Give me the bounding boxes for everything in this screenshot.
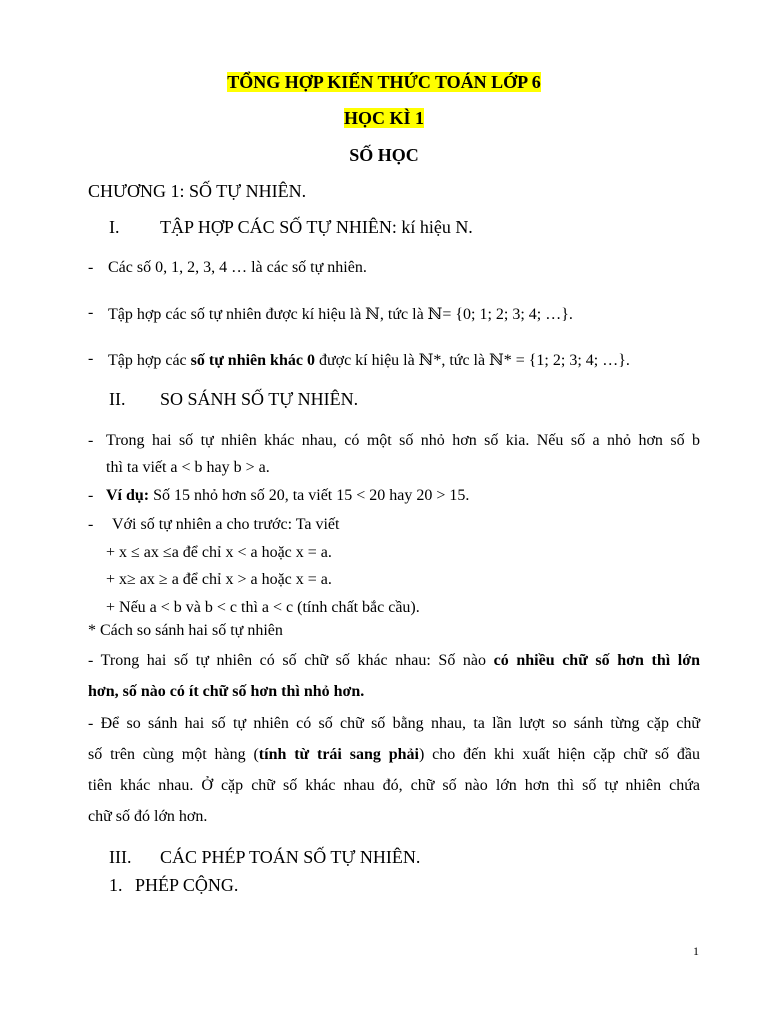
section-2-para-1-line-2: thì ta viết a < b hay b > a. xyxy=(106,459,270,476)
example-text: Số 15 nhỏ hơn số 20, ta viết 15 < 20 hay 20 > 15. xyxy=(149,487,470,504)
compare-rule-1-line-1 xyxy=(88,652,700,670)
title-line-2 xyxy=(0,108,768,129)
rule-1: + x ≤ ax ≤a để chỉ x < a hoặc x = a. xyxy=(106,544,332,561)
section-3-heading: CÁC PHÉP TOÁN SỐ TỰ NHIÊN. xyxy=(160,847,421,867)
section-1-item-1: Các số 0, 1, 2, 3, 4 … là các số tự nhiên. xyxy=(108,259,367,276)
rule-3: + Nếu a < b và b < c thì a < c (tính chất bắc cầu). xyxy=(106,599,420,616)
compare-rule-2-pre: số trên cùng một hàng ( xyxy=(88,746,259,763)
bullet-dash: - xyxy=(88,487,94,504)
section-2-para-3: Với số tự nhiên a cho trước: Ta viết xyxy=(112,516,340,533)
section-1-number: I. xyxy=(109,217,120,237)
section-2-number: II. xyxy=(109,389,126,409)
subsection-1-heading: PHÉP CỘNG. xyxy=(135,875,239,895)
section-3-number: III. xyxy=(109,847,132,867)
item-3-text-bold: số tự nhiên khác 0 xyxy=(190,352,315,369)
section-1-heading: TẬP HỢP CÁC SỐ TỰ NHIÊN: kí hiệu N. xyxy=(160,217,473,237)
compare-heading: * Cách so sánh hai số tự nhiên xyxy=(88,622,283,639)
compare-rule-2-bold: tính từ trái sang phải xyxy=(258,746,419,763)
subsection-1-number: 1. xyxy=(109,875,123,895)
compare-rule-1-line-2 xyxy=(88,683,364,701)
compare-rule-2-post: ) cho đến khi xuất hiện cặp chữ số đầu xyxy=(418,746,701,763)
item-3-text-post: được kí hiệu là ℕ*, tức là ℕ* = {1; 2; 3; 4; …}. xyxy=(314,352,630,369)
bullet-dash: - xyxy=(88,304,94,321)
example-label: Ví dụ: xyxy=(106,487,150,504)
compare-rule-1-pre: - Trong hai số tự nhiên có số chữ số khác nhau: Số nào xyxy=(88,652,494,669)
title-highlight-1: TỔNG HỢP KIẾN THỨC TOÁN LỚP 6 xyxy=(227,72,541,92)
compare-rule-1-bold: có nhiều chữ số hơn thì lớn xyxy=(493,652,701,669)
section-2-example xyxy=(106,487,469,505)
compare-rule-2-line-4: chữ số đó lớn hơn. xyxy=(88,808,208,825)
section-2-heading: SO SÁNH SỐ TỰ NHIÊN. xyxy=(160,389,359,409)
bullet-dash: - xyxy=(88,350,94,367)
page-number: 1 xyxy=(693,944,699,958)
compare-rule-2-line-1: - Để so sánh hai số tự nhiên có số chữ số bằng nhau, ta lần lượt so sánh từng cặp chữ xyxy=(88,715,700,732)
title-line-1 xyxy=(0,72,768,93)
chapter-heading: CHƯƠNG 1: SỐ TỰ NHIÊN. xyxy=(88,181,307,201)
section-1-item-2: Tập hợp các số tự nhiên được kí hiệu là ℕ, tức là ℕ= {0; 1; 2; 3; 4; …}. xyxy=(108,306,573,323)
bullet-dash: - xyxy=(88,259,94,276)
compare-rule-2-line-3: tiên khác nhau. Ở cặp chữ số khác nhau đó, chữ số nào lớn hơn thì số tự nhiên chứa xyxy=(88,777,700,794)
item-3-text-pre: Tập hợp các xyxy=(108,352,191,369)
title-highlight-2: HỌC KÌ 1 xyxy=(343,108,424,128)
bullet-dash: - xyxy=(88,432,94,449)
compare-rule-1-bold-2: hơn, số nào có ít chữ số hơn thì nhỏ hơn. xyxy=(88,683,365,700)
section-2-para-1-line-1: Trong hai số tự nhiên khác nhau, có một số nhỏ hơn số kia. Nếu số a nhỏ hơn số b xyxy=(106,432,700,449)
title-line-3: SỐ HỌC xyxy=(349,145,419,165)
section-1-item-3 xyxy=(108,350,630,370)
rule-2: + x≥ ax ≥ a để chỉ x > a hoặc x = a. xyxy=(106,571,332,588)
bullet-dash: - xyxy=(88,516,94,533)
compare-rule-2-line-2 xyxy=(88,746,700,764)
